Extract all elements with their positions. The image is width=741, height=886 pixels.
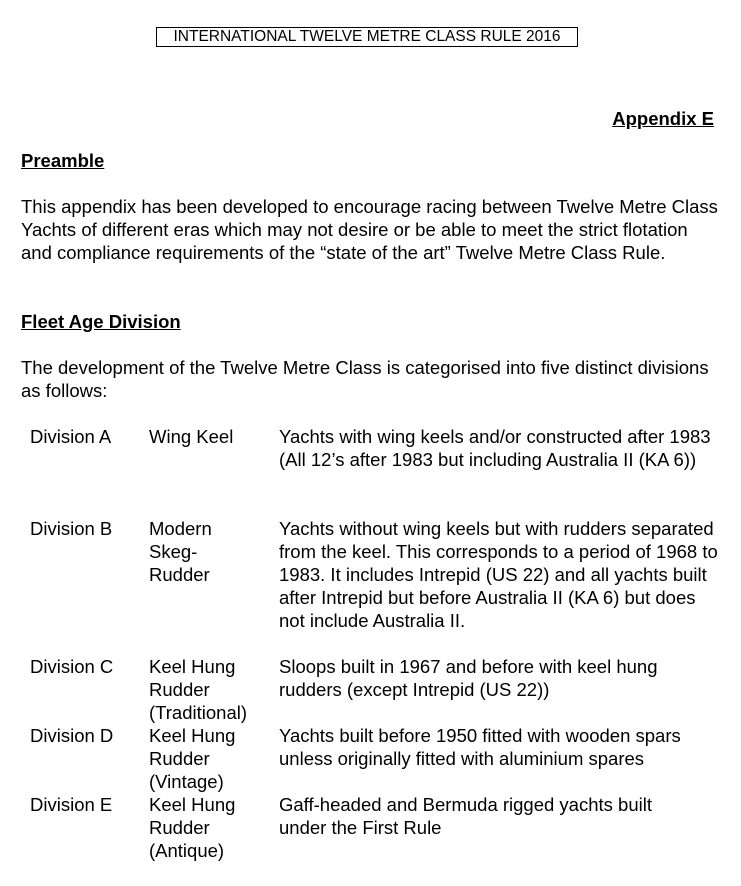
division-name: Division B bbox=[30, 518, 113, 539]
appendix-label: Appendix E bbox=[612, 108, 714, 129]
division-name: Division E bbox=[30, 794, 113, 815]
fleet-age-intro: The development of the Twelve Metre Class is categorised into five distinct divisions as follows: bbox=[21, 357, 709, 401]
division-description: Gaff-headed and Bermuda rigged yachts built under the First Rule bbox=[279, 794, 652, 838]
division-description: Yachts built before 1950 fitted with wooden spars unless originally fitted with aluminium spares bbox=[279, 725, 681, 769]
document-header: INTERNATIONAL TWELVE METRE CLASS RULE 2016 bbox=[156, 27, 578, 47]
division-description: Yachts without wing keels but with rudders separated from the keel. This corresponds to a period of 1968 to 1983. It includes Intrepid (US 22) and all yachts built after Intrepid but before Australia II (KA 6) but does not include Australia II. bbox=[279, 518, 718, 631]
division-type: Keel Hung Rudder (Antique) bbox=[149, 794, 236, 861]
division-type: Wing Keel bbox=[149, 426, 234, 447]
fleet-age-heading: Fleet Age Division bbox=[21, 311, 181, 332]
division-name: Division A bbox=[30, 426, 112, 447]
division-name: Division D bbox=[30, 725, 114, 746]
preamble-heading: Preamble bbox=[21, 150, 105, 171]
division-description: Yachts with wing keels and/or constructed after 1983 (All 12’s after 1983 but including Australia II (KA 6)) bbox=[279, 426, 711, 470]
preamble-text: This appendix has been developed to encourage racing between Twelve Metre Class Yachts of different eras which may not desire or be able to meet the strict flotation and compliance requirements of the “state of the art” Twelve Metre Class Rule. bbox=[21, 196, 718, 263]
division-type: Keel Hung Rudder (Traditional) bbox=[149, 656, 248, 723]
division-type: Keel Hung Rudder (Vintage) bbox=[149, 725, 236, 792]
division-type: Modern Skeg-Rudder bbox=[149, 518, 212, 585]
division-description: Sloops built in 1967 and before with keel hung rudders (except Intrepid (US 22)) bbox=[279, 656, 658, 700]
division-name: Division C bbox=[30, 656, 114, 677]
